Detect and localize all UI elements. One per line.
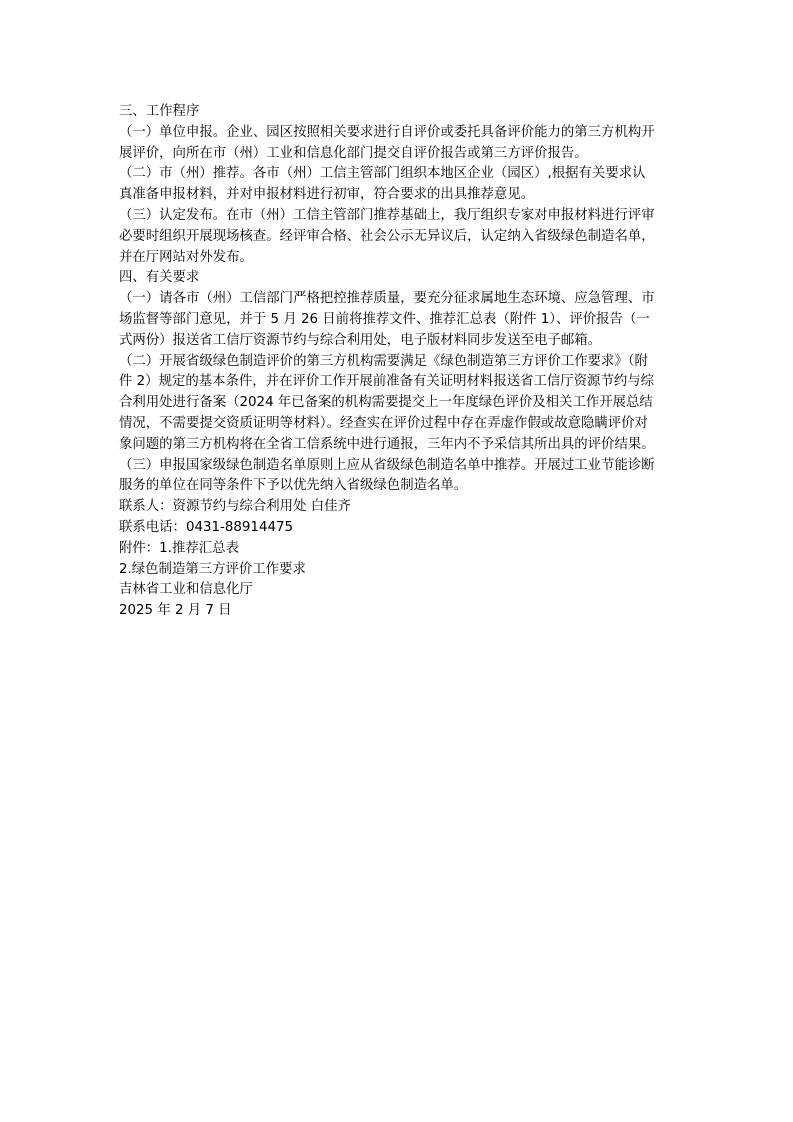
paragraph-national-list [119, 456, 679, 498]
text-line: （三）认定发布。在市（州）工信主管部门推荐基础上，我厅组织专家对申报材料进行评审 [119, 207, 655, 223]
text-line: 必要时组织开展现场核查。经评审合格、社会公示无异议后，认定纳入省级绿色制造名单， [119, 228, 655, 244]
text-line: 件 2）规定的基本条件，并在评价工作开展前准备有关证明材料报送省工信厅资源节约与综 [119, 374, 655, 390]
text-line: 真准备申报材料，并对申报材料进行初审，符合要求的出具推荐意见。 [119, 187, 535, 203]
contact-phone: 联系电话：0431-88914475 [119, 519, 294, 535]
text-line: 服务的单位在同等条件下予以优先纳入省级绿色制造名单。 [119, 478, 468, 494]
section-heading-requirements: 四、有关要求 [119, 270, 200, 286]
paragraph-recommendation-quality [119, 289, 679, 351]
text-line: （三）申报国家级绿色制造名单原则上应从省级绿色制造名单中推荐。开展过工业节能诊断 [119, 457, 655, 473]
text-line: 合利用处进行备案（2024 年已备案的机构需要提交上一年度绿色评价及相关工作开展总结 [119, 395, 653, 411]
text-line: 场监督等部门意见，并于 5 月 26 日前将推荐文件、推荐汇总表（附件 1）、评价报告（一 [119, 311, 650, 327]
text-line: 式两份）报送省工信厅资源节约与综合利用处，电子版材料同步发送至电子邮箱。 [119, 332, 602, 348]
attachment-2: 2.绿色制造第三方评价工作要求 [119, 561, 306, 577]
text-line: （二）市（州）推荐。各市（州）工信主管部门组织本地区企业（园区）,根据有关要求认 [119, 166, 646, 182]
paragraph-certification-release [119, 206, 679, 268]
text-line: 并在厅网站对外发布。 [119, 249, 253, 265]
paragraph-third-party-institutions [119, 352, 679, 456]
text-line: （一）请各市（州）工信部门严格把控推荐质量，要充分征求属地生态环境、应急管理、市 [119, 291, 655, 307]
paragraph-city-recommendation [119, 164, 679, 206]
text-line: 象问题的第三方机构将在全省工信系统中进行通报，三年内不予采信其所出具的评价结果。 [119, 436, 655, 452]
attachment-1: 附件：1.推荐汇总表 [119, 540, 239, 556]
contact-person: 联系人：资源节约与综合利用处 白佳齐 [119, 499, 351, 515]
text-line: 情况，不需要提交资质证明等材料）。经查实在评价过程中存在弄虚作假或故意隐瞒评价对 [119, 415, 648, 431]
issuer-name: 吉林省工业和信息化厅 [119, 582, 253, 598]
text-line: （二）开展省级绿色制造评价的第三方机构需要满足《绿色制造第三方评价工作要求》（附 [119, 353, 648, 369]
text-line: （一）单位申报。企业、园区按照相关要求进行自评价或委托具备评价能力的第三方机构开 [119, 124, 655, 140]
section-heading-procedure: 三、工作程序 [119, 104, 200, 119]
paragraph-unit-declaration [119, 123, 679, 165]
issue-date: 2025 年 2 月 7 日 [119, 603, 232, 619]
document-body [119, 102, 679, 622]
text-line: 展评价，向所在市（州）工业和信息化部门提交自评价报告或第三方评价报告。 [119, 145, 588, 161]
